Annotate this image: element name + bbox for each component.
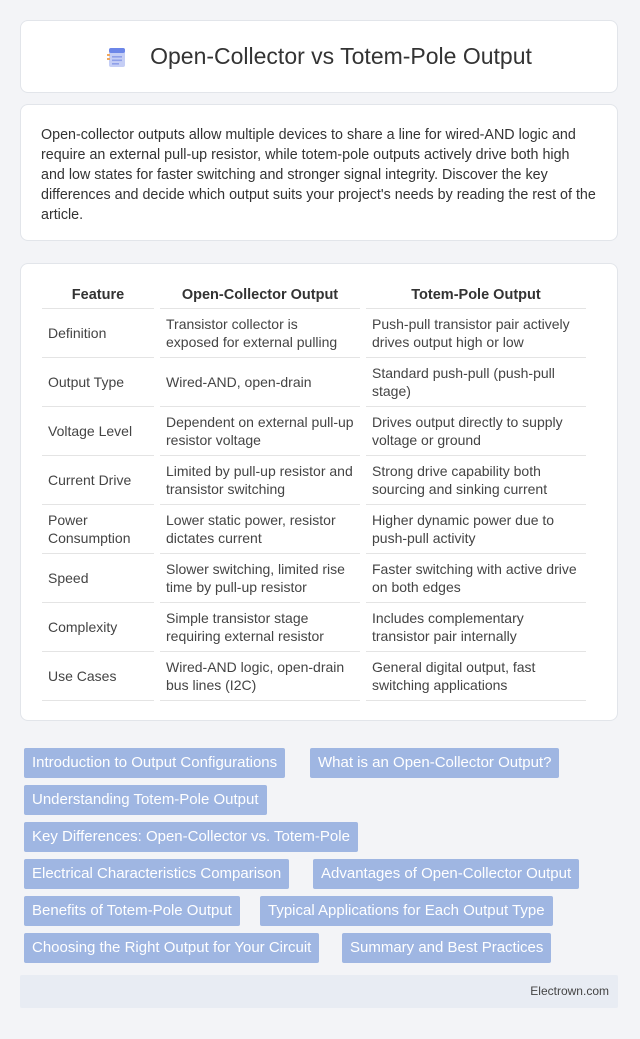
row-totem-pole: Higher dynamic power due to push-pull activity <box>366 505 586 554</box>
intro-paragraph: Open-collector outputs allow multiple devices to share a line for wired-AND logic and require an external pull-up resistor, while totem-pole outputs actively drive both high and low states for faster switching and stronger signal integrity. Discover the key differences and decide which output suits your project's needs by reading the rest of the article. <box>41 127 596 223</box>
table-row <box>42 309 586 358</box>
table-header-row <box>42 282 586 309</box>
footer-source[interactable]: Electrown.com <box>530 984 609 998</box>
topic-link[interactable]: Summary and Best Practices <box>342 933 551 963</box>
header-feature: Feature <box>42 282 154 309</box>
row-open-collector: Lower static power, resistor dictates current <box>160 505 360 554</box>
topic-link[interactable]: Choosing the Right Output for Your Circuit <box>24 933 319 963</box>
table-row <box>42 407 586 456</box>
row-open-collector: Simple transistor stage requiring external resistor <box>160 603 360 652</box>
row-feature: Use Cases <box>42 652 154 701</box>
topic-link[interactable]: Key Differences: Open-Collector vs. Totem-Pole <box>24 822 358 852</box>
row-open-collector: Limited by pull-up resistor and transistor switching <box>160 456 360 505</box>
row-feature: Power Consumption <box>42 505 154 554</box>
row-totem-pole: Drives output directly to supply voltage or ground <box>366 407 586 456</box>
intro-card <box>20 104 618 241</box>
row-totem-pole: Push-pull transistor pair actively drives output high or low <box>366 309 586 358</box>
row-totem-pole: Strong drive capability both sourcing and sinking current <box>366 456 586 505</box>
table-row <box>42 603 586 652</box>
table-row <box>42 505 586 554</box>
row-feature: Speed <box>42 554 154 603</box>
table-row <box>42 652 586 701</box>
title-card <box>20 20 618 93</box>
row-totem-pole: Faster switching with active drive on both edges <box>366 554 586 603</box>
row-open-collector: Transistor collector is exposed for external pulling <box>160 309 360 358</box>
table-row <box>42 456 586 505</box>
topic-link[interactable]: What is an Open-Collector Output? <box>310 748 559 778</box>
document-icon <box>106 46 128 68</box>
row-open-collector: Wired-AND, open-drain <box>160 358 360 407</box>
row-feature: Output Type <box>42 358 154 407</box>
row-totem-pole: Standard push-pull (push-pull stage) <box>366 358 586 407</box>
table-row <box>42 358 586 407</box>
topic-link[interactable]: Benefits of Totem-Pole Output <box>24 896 240 926</box>
table-row <box>42 554 586 603</box>
header-totem-pole: Totem-Pole Output <box>366 282 586 309</box>
row-open-collector: Wired-AND logic, open-drain bus lines (I2C) <box>160 652 360 701</box>
header-open-collector: Open-Collector Output <box>160 282 360 309</box>
topic-link[interactable]: Advantages of Open-Collector Output <box>313 859 579 889</box>
comparison-table-card <box>20 263 618 721</box>
row-feature: Complexity <box>42 603 154 652</box>
footer <box>20 975 618 1008</box>
topic-link[interactable]: Electrical Characteristics Comparison <box>24 859 289 889</box>
row-totem-pole: General digital output, fast switching applications <box>366 652 586 701</box>
comparison-table <box>36 282 592 701</box>
row-feature: Voltage Level <box>42 407 154 456</box>
topic-link[interactable]: Typical Applications for Each Output Type <box>260 896 553 926</box>
topic-link[interactable]: Introduction to Output Configurations <box>24 748 285 778</box>
row-open-collector: Dependent on external pull-up resistor voltage <box>160 407 360 456</box>
page-title: Open-Collector vs Totem-Pole Output <box>150 43 532 69</box>
row-open-collector: Slower switching, limited rise time by pull-up resistor <box>160 554 360 603</box>
row-feature: Current Drive <box>42 456 154 505</box>
topic-link[interactable]: Understanding Totem-Pole Output <box>24 785 267 815</box>
row-totem-pole: Includes complementary transistor pair internally <box>366 603 586 652</box>
row-feature: Definition <box>42 309 154 358</box>
